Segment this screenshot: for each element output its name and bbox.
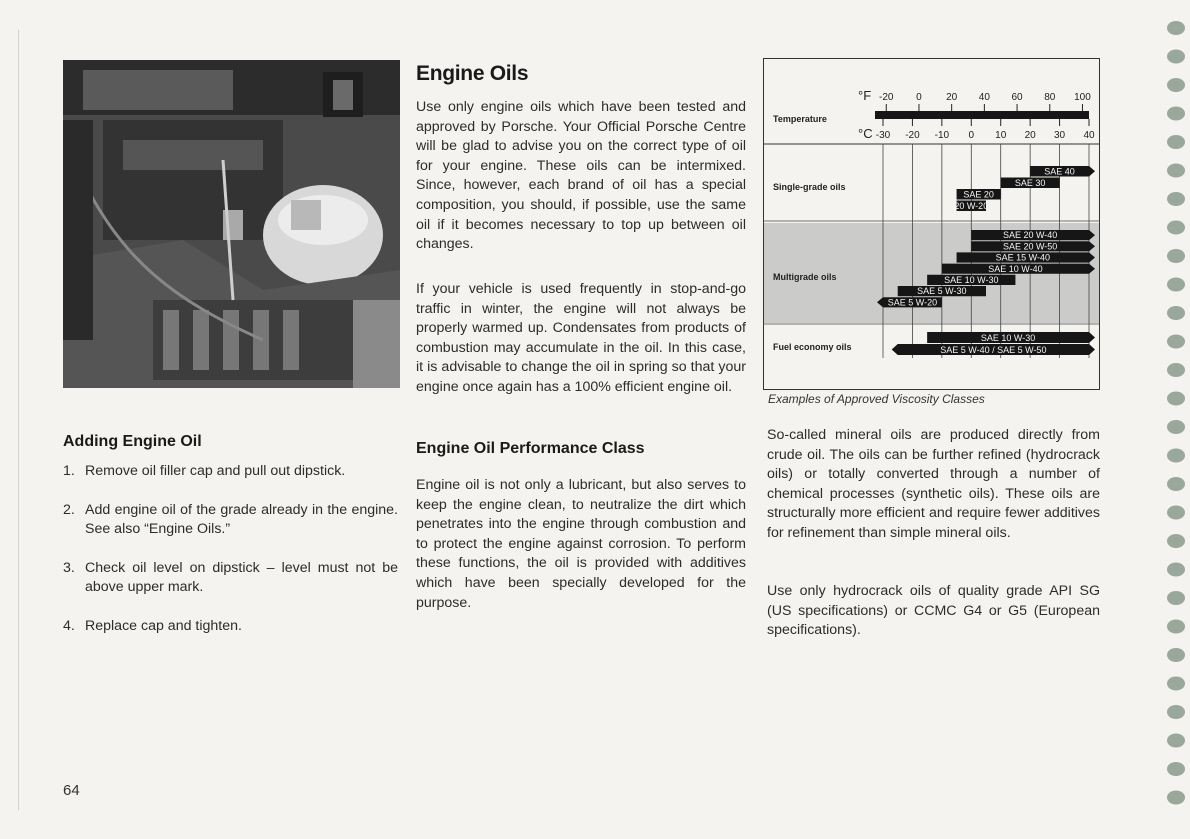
group-label: Fuel economy oils [773,342,852,352]
fahrenheit-tick-label: 80 [1044,92,1056,103]
page-number: 64 [63,782,80,799]
binding-ring [1167,306,1185,320]
binding-ring [1167,534,1185,548]
list-item: 2. Add engine oil of the grade already in the engine. See also “Engine Oils.” [63,501,398,538]
adding-engine-oil-heading: Adding Engine Oil [63,433,202,450]
performance-class-paragraph: Engine oil is not only a lubricant, but also serves to keep the engine clean, to neutralize the dirt which penetrates into the engine through combustion and to protect the engine against corrosion. To perform these functions, the oil is provided with additives which have been specially developed for the purpose. [416,477,746,611]
binding-ring [1167,221,1185,235]
celsius-tick-label: 0 [968,130,975,141]
binding-ring [1167,363,1185,377]
celsius-tick-label: 40 [1083,130,1095,141]
fahrenheit-tick-label: 0 [916,92,922,103]
binding-ring [1167,50,1185,64]
fahrenheit-tick-label: 60 [1011,92,1023,103]
viscosity-bar-label: SAE 10 W-40 [988,263,1043,274]
celsius-tick-label: -20 [905,130,920,141]
chart-caption: Examples of Approved Viscosity Classes [768,392,985,406]
viscosity-bar-label: 20 W-20 [954,201,989,211]
viscosity-bar-label: SAE 20 W-40 [1002,230,1058,241]
mineral-oils-paragraph: So-called mineral oils are produced directly from crude oil. The oils can be further refined (hydrocrack oils) or totally converted through a number of chemical processes (synthetic oils). These oils are structurally more efficient and require fewer additives for refinement than simple mineral oils. [767,427,1100,541]
engine-oils-heading: Engine Oils [416,62,529,85]
binding-ring [1167,21,1185,35]
fahrenheit-tick-label: 40 [978,92,990,103]
binding-ring [1167,620,1185,634]
engine-oils-paragraph-1: Use only engine oils which have been tested and approved by Porsche. Your Official Porsche Centre will be glad to advise you on the correct type of oil for your engine. These oils can be intermixed. Since, however, each brand of oil has a special composition, you should, if possible, use the same oil if it becomes necessary to top up between oil changes. [416,99,746,253]
binding-ring [1167,648,1185,662]
binding-ring [1167,392,1185,406]
binding-ring [1167,249,1185,263]
celsius-tick-label: -10 [934,130,950,141]
binding-ring [1167,449,1185,463]
celsius-tick-label: -30 [875,130,891,141]
binding-ring [1167,677,1185,691]
fahrenheit-tick-label: 20 [946,92,958,103]
list-item: 4. Replace cap and tighten. [63,617,242,634]
binding-ring [1167,135,1185,149]
viscosity-bar-label: SAE 10 W-30 [944,275,999,285]
viscosity-bar-label: SAE 5 W-30 [917,286,967,297]
viscosity-chart [763,58,1100,390]
binding-ring [1167,335,1185,349]
fahrenheit-tick-label: -20 [879,92,894,103]
celsius-tick-label: 20 [1024,130,1036,141]
binding-ring [1167,78,1185,92]
viscosity-bar-label: SAE 30 [1014,178,1046,188]
group-label: Single-grade oils [773,182,846,192]
viscosity-bar-label: SAE 5 W-40 / SAE 5 W-50 [940,345,1047,355]
engine-oils-paragraph-2: If your vehicle is used frequently in stop-and-go traffic in winter, the engine will not always be properly warmed up. Condensates from products of combustion may accumulate in the oil. In this case, it is advisable to change the oil in spring so that your engine once again has a 100% efficient engine oil. [416,281,746,395]
viscosity-bar-label: SAE 15 W-40 [995,252,1050,263]
binding-ring [1167,164,1185,178]
spiral-binding [1160,0,1190,839]
viscosity-bar-label: SAE 40 [1044,166,1075,177]
celsius-tick-label: 10 [995,130,1007,141]
binding-ring [1167,705,1185,719]
list-item: 1. Remove oil filler cap and pull out dipstick. [63,463,346,479]
hydrocrack-paragraph: Use only hydrocrack oils of quality grade API SG (US specifications) or CCMC G4 or G5 (European specifications). [767,583,1100,639]
temperature-label: Temperature [773,114,827,124]
celsius-unit: °C [858,126,873,141]
viscosity-bar-label: SAE 20 [963,189,994,200]
binding-ring [1167,192,1185,206]
performance-class-heading: Engine Oil Performance Class [416,440,645,457]
binding-ring [1167,791,1185,805]
binding-ring [1167,278,1185,292]
viscosity-bar-label: SAE 10 W-30 [980,333,1036,343]
fahrenheit-tick-label: 100 [1074,92,1091,103]
binding-ring [1167,477,1185,491]
binding-ring [1167,107,1185,121]
binding-ring [1167,506,1185,520]
engine-bay-photo [63,60,400,388]
temperature-scale-bar [875,111,1089,119]
binding-ring [1167,420,1185,434]
fahrenheit-unit: °F [858,88,872,103]
binding-ring [1167,563,1185,577]
binding-ring [1167,762,1185,776]
binding-ring [1167,591,1185,605]
adding-steps-list [63,462,398,656]
viscosity-bar-label: SAE 20 W-50 [1002,241,1058,252]
list-item: 3. Check oil level on dipstick – level must not be above upper mark. [63,559,398,596]
binding-ring [1167,734,1185,748]
group-label: Multigrade oils [773,272,837,282]
celsius-tick-label: 30 [1054,130,1066,141]
page-edge [18,30,19,810]
viscosity-bar-label: SAE 5 W-20 [887,297,938,308]
